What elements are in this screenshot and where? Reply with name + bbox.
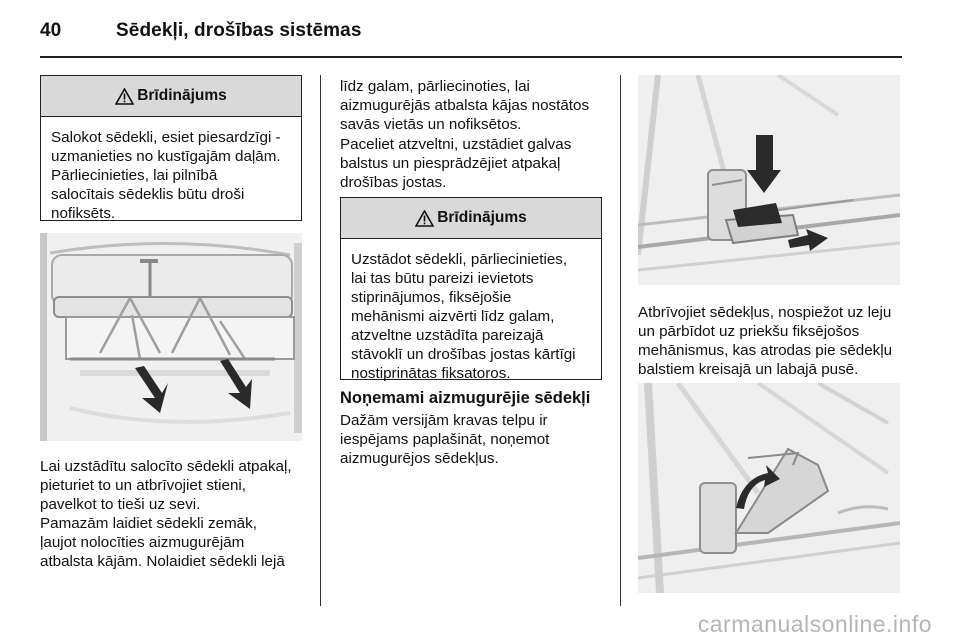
text-line: Dažām versijām kravas telpu ir: [340, 412, 548, 429]
column-divider-2: [620, 75, 621, 606]
warning-box-1: [40, 75, 302, 221]
warning-header: [341, 198, 601, 239]
column-divider-1: [320, 75, 321, 606]
folded-seat-illustration: [40, 233, 302, 441]
warning-line: uzmanieties no kustīgajām daļām.: [51, 148, 281, 165]
warning-line: nostiprinātas fiksatoros.: [351, 365, 511, 382]
text-line: aizmugurējās atbalsta kājas nostātos: [340, 97, 590, 114]
warning-triangle-icon: [415, 210, 434, 227]
text-line: Paceliet atzveltni, uzstādiet galvas: [340, 136, 572, 153]
warning-line: stiprinājumos, fiksējošie: [351, 289, 512, 306]
warning-line: Salokot sēdekli, esiet piesardzīgi -: [51, 129, 281, 146]
warning-line: atzveltne uzstādīta pareizajā: [351, 327, 544, 344]
text-line: un pārbīdot uz priekšu fiksējošos: [638, 323, 860, 340]
watermark: carmanualsonline.info: [697, 611, 932, 637]
warning-line: lai tas būtu pareizi ievietots: [351, 270, 534, 287]
paragraph: [40, 457, 292, 514]
paragraph: [340, 77, 589, 134]
seat-release-illustration: [638, 75, 900, 285]
section-heading: Noņemami aizmugurējie sēdekļi: [340, 389, 591, 407]
text-line: Lai uzstādītu salocīto sēdekli atpakaļ,: [40, 458, 292, 475]
warning-box-2: [340, 197, 602, 380]
warning-line: salocītais sēdeklis būtu droši: [51, 186, 245, 203]
text-line: atbalsta kājām. Nolaidiet sēdekli lejā: [40, 553, 285, 570]
text-line: balstus un piesprādzējiet atpakaļ: [340, 155, 561, 172]
text-line: savās vietās un nofiksētos.: [340, 116, 522, 133]
text-line: pieturiet to un atbrīvojiet stieni,: [40, 477, 246, 494]
warning-line: Pārliecinieties, lai pilnībā: [51, 167, 218, 184]
warning-line: Uzstādot sēdekli, pārliecinieties,: [351, 251, 568, 268]
text-line: Pamazām laidiet sēdekli zemāk,: [40, 515, 257, 532]
warning-text: [341, 239, 601, 391]
header-rule: [40, 56, 902, 58]
paragraph: [40, 514, 285, 571]
warning-line: nofiksēts.: [51, 205, 116, 222]
warning-header: [41, 76, 301, 117]
text-line: aizmugurējos sēdekļus.: [340, 450, 499, 467]
paragraph: [638, 303, 892, 379]
page-title: Sēdekļi, drošības sistēmas: [116, 20, 362, 41]
warning-line: mehānismi aizvērti līdz galam,: [351, 308, 555, 325]
text-line: ļaujot nolocīties aizmugurējām: [40, 534, 245, 551]
seat-support-illustration: [638, 383, 900, 593]
text-line: mehānismus, kas atrodas pie sēdekļu: [638, 342, 893, 359]
paragraph: [340, 411, 549, 468]
text-line: drošības jostas.: [340, 174, 447, 191]
text-line: iespējams paplašināt, noņemot: [340, 431, 550, 448]
warning-title: Brīdinājums: [137, 87, 227, 104]
paragraph: [340, 135, 571, 192]
text-line: Atbrīvojiet sēdekļus, nospiežot uz leju: [638, 304, 892, 321]
text-line: līdz galam, pārliecinoties, lai: [340, 78, 530, 95]
warning-title: Brīdinājums: [437, 209, 527, 226]
warning-line: stāvoklī un drošības jostas kārtīgi: [351, 346, 576, 363]
text-line: balstiem kreisajā un labajā pusē.: [638, 361, 859, 378]
text-line: pavelkot to tieši uz sevi.: [40, 496, 201, 513]
warning-text: [41, 117, 301, 231]
page-number: 40: [40, 20, 62, 41]
warning-triangle-icon: [115, 88, 134, 105]
